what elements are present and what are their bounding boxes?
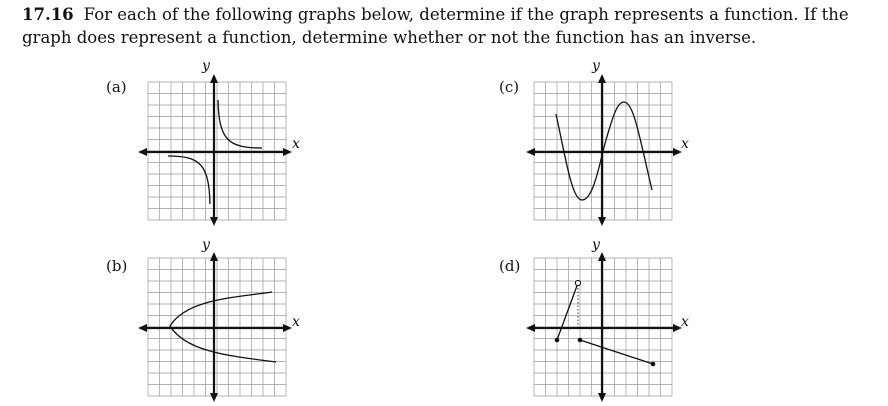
graph-d-y-arrow-up (598, 252, 606, 261)
graph-d-label: (d) (499, 257, 521, 275)
graph-c-y-label: y (592, 58, 600, 74)
graph-b-x-label: x (292, 314, 300, 330)
graph-b-y-label: y (202, 237, 210, 253)
graph-a-x-label: x (292, 136, 300, 152)
graph-d-segment-2 (580, 340, 653, 364)
graph-c-x-label: x (681, 136, 689, 152)
graph-d-closed-point-2 (578, 338, 583, 343)
graph-d-segment-1 (557, 283, 578, 340)
problem-text: For each of the following graphs below, determine if the graph represents a function. If the graph does represent a function, determine whether or not the function has an inverse. (22, 5, 849, 47)
graph-b-label: (b) (106, 257, 128, 275)
graph-c-label: (c) (499, 78, 520, 96)
graph-d-closed-point-3 (651, 362, 656, 367)
graph-d-x-label: x (681, 314, 689, 330)
graph-d-y-label: y (592, 237, 600, 253)
graph-d-x-arrow-right (673, 324, 682, 332)
graph-d-closed-point-1 (555, 338, 560, 343)
graph-a-label: (a) (106, 78, 127, 96)
graph-d-y-arrow-down (598, 393, 606, 402)
graph-d-open-point (575, 280, 580, 285)
graph-a-y-label: y (202, 58, 210, 74)
graph-d-x-arrow-left (526, 324, 535, 332)
problem-number: 17.16 (22, 5, 74, 24)
